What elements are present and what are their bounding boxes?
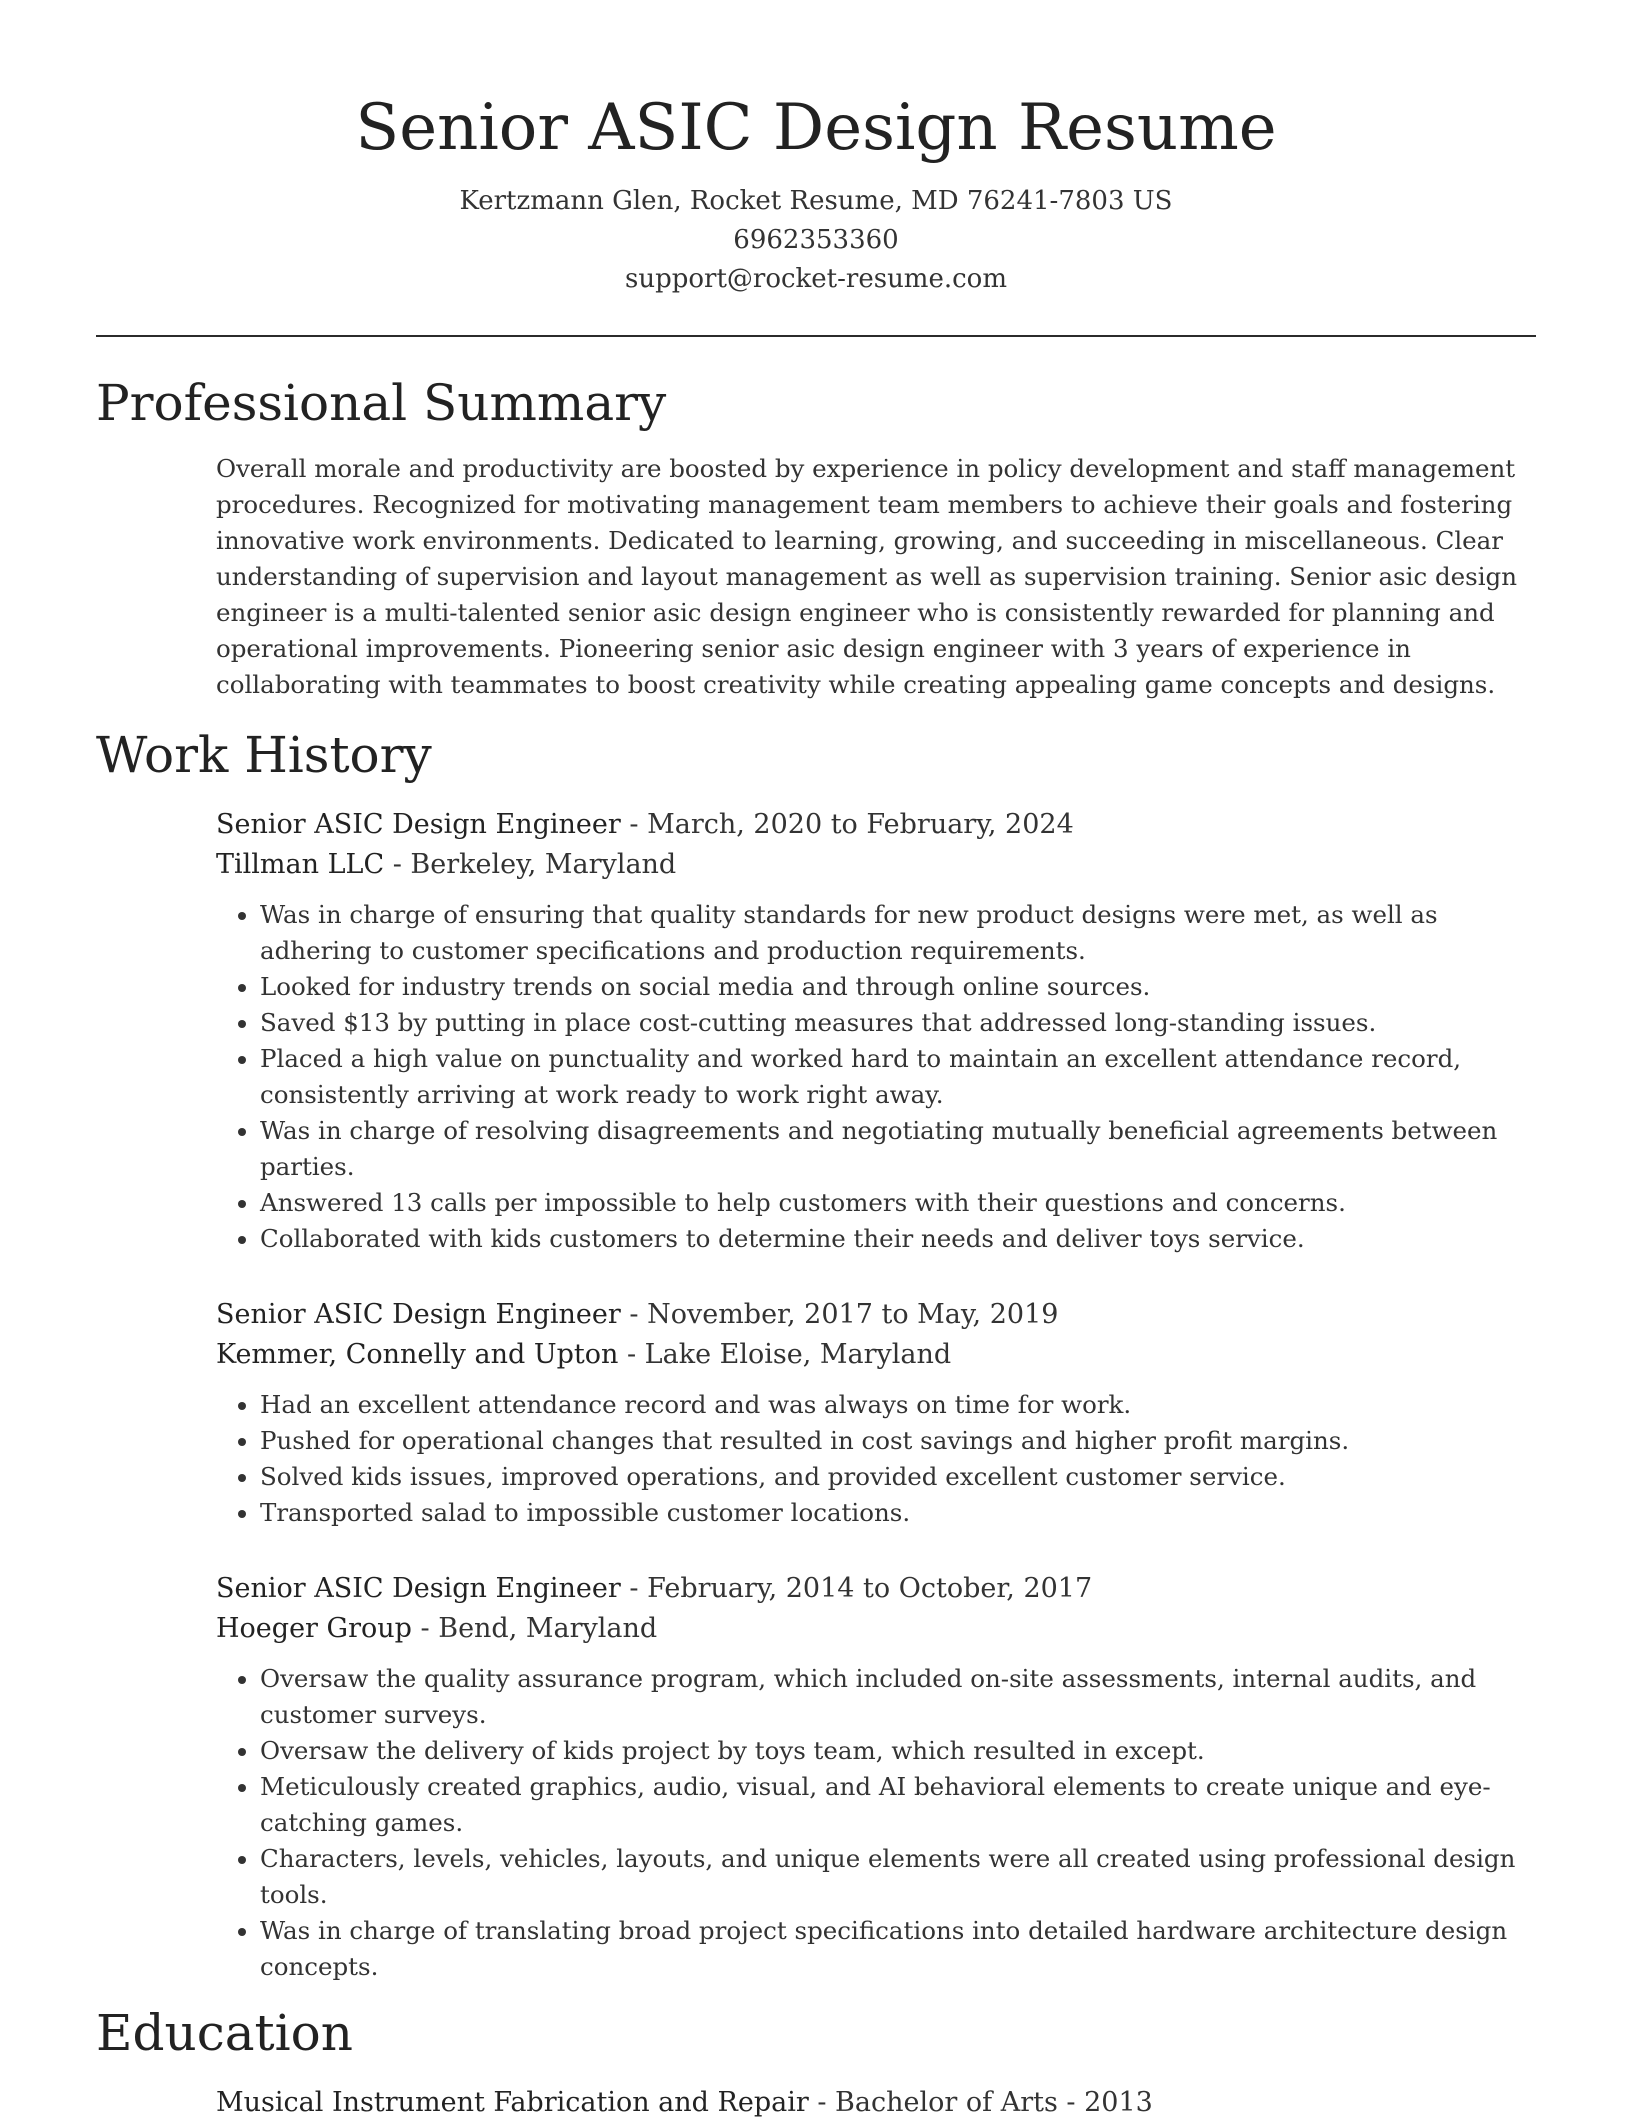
job-location: - Berkeley, Maryland xyxy=(384,849,677,880)
work-history-section xyxy=(96,723,1536,1985)
education-line xyxy=(216,2083,1536,2123)
summary-text: Overall morale and productivity are boosted by experience in policy development and staff management procedures. Recognized for motivating management team members to achieve their goals and fostering innovative work environments. Dedicated to learning, growing, and succeeding in miscellaneous. Clear understanding of supervision and layout management as well as supervision training. Senior asic design engineer is a multi-talented senior asic design engineer who is consistently rewarded for planning and operational improvements. Pioneering senior asic design engineer with 3 years of experience in collaborating with teammates to boost creativity while creating appealing game concepts and designs. xyxy=(216,454,1518,699)
job-title-line xyxy=(216,805,1536,845)
job-bullet: • Collaborated with kids customers to determine their needs and deliver toys service. xyxy=(260,1221,1536,1257)
work-history-heading: Work History xyxy=(96,726,432,784)
job-company-line xyxy=(216,845,1536,885)
job-title-line xyxy=(216,1295,1536,1335)
job-company-line xyxy=(216,1335,1536,1375)
job-title: Senior ASIC Design Engineer xyxy=(216,809,621,840)
job-title: Senior ASIC Design Engineer xyxy=(216,1573,621,1604)
job-entry xyxy=(216,805,1536,1257)
job-bullet: • Was in charge of translating broad project specifications into detailed hardware architecture design concepts. xyxy=(260,1913,1536,1985)
education-field: Musical Instrument Fabrication and Repair xyxy=(216,2087,809,2118)
job-bullet: • Transported salad to impossible customer locations. xyxy=(260,1495,1536,1531)
job-bullet: • Placed a high value on punctuality and worked hard to maintain an excellent attendance record, consistently arriving at work ready to work right away. xyxy=(260,1041,1536,1113)
job-dates: - February, 2014 to October, 2017 xyxy=(620,1573,1093,1604)
job-location: - Bend, Maryland xyxy=(411,1613,658,1644)
education-entry xyxy=(216,2083,1536,2123)
job-bullet: • Looked for industry trends on social media and through online sources. xyxy=(260,969,1536,1005)
job-location: - Lake Eloise, Maryland xyxy=(618,1339,952,1370)
header-divider xyxy=(96,335,1536,337)
job-dates: - March, 2020 to February, 2024 xyxy=(620,809,1074,840)
job-bullet: • Answered 13 calls per impossible to help customers with their questions and concerns. xyxy=(260,1185,1536,1221)
job-company: Tillman LLC xyxy=(216,849,385,880)
job-bullets xyxy=(216,897,1536,1257)
job-dates: - November, 2017 to May, 2019 xyxy=(620,1299,1059,1330)
job-bullet: • Saved $13 by putting in place cost-cutting measures that addressed long-standing issues. xyxy=(260,1005,1536,1041)
education-heading: Education xyxy=(96,2004,353,2062)
contact-address: Kertzmann Glen, Rocket Resume, MD 76241-7803 US xyxy=(459,186,1173,216)
job-bullet: • Oversaw the delivery of kids project by toys team, which resulted in except. xyxy=(260,1733,1536,1769)
job-bullet: • Pushed for operational changes that resulted in cost savings and higher profit margins. xyxy=(260,1423,1536,1459)
job-bullet: • Meticulously created graphics, audio, visual, and AI behavioral elements to create unique and eye-catching games. xyxy=(260,1769,1536,1841)
job-bullet: • Was in charge of resolving disagreements and negotiating mutually beneficial agreements between parties. xyxy=(260,1113,1536,1185)
education-year: - 2013 xyxy=(1057,2087,1153,2118)
job-bullets xyxy=(216,1387,1536,1531)
contact-email: support@rocket-resume.com xyxy=(624,264,1007,294)
job-bullets xyxy=(216,1661,1536,1985)
job-company-line xyxy=(216,1609,1536,1649)
job-bullet: • Solved kids issues, improved operations, and provided excellent customer service. xyxy=(260,1459,1536,1495)
summary-heading: Professional Summary xyxy=(96,374,667,432)
job-entry xyxy=(216,1295,1536,1531)
resume-page xyxy=(96,0,1536,2123)
job-title-line xyxy=(216,1569,1536,1609)
job-company: Hoeger Group xyxy=(216,1613,412,1644)
job-bullet: • Characters, levels, vehicles, layouts, and unique elements were all created using professional design tools. xyxy=(260,1841,1536,1913)
job-entry xyxy=(216,1569,1536,1985)
professional-summary-section xyxy=(96,371,1536,703)
job-bullet: • Had an excellent attendance record and was always on time for work. xyxy=(260,1387,1536,1423)
job-title: Senior ASIC Design Engineer xyxy=(216,1299,621,1330)
resume-title: Senior ASIC Design Resume xyxy=(355,91,1277,165)
job-company: Kemmer, Connelly and Upton xyxy=(216,1339,619,1370)
contact-phone: 6962353360 xyxy=(733,225,899,255)
education-section xyxy=(96,2001,1536,2123)
job-bullet: • Was in charge of ensuring that quality standards for new product designs were met, as well as adhering to customer specifications and production requirements. xyxy=(260,897,1536,969)
contact-block xyxy=(96,182,1536,299)
education-degree: - Bachelor of Arts xyxy=(808,2087,1058,2118)
job-bullet: • Oversaw the quality assurance program, which included on-site assessments, internal audits, and customer surveys. xyxy=(260,1661,1536,1733)
